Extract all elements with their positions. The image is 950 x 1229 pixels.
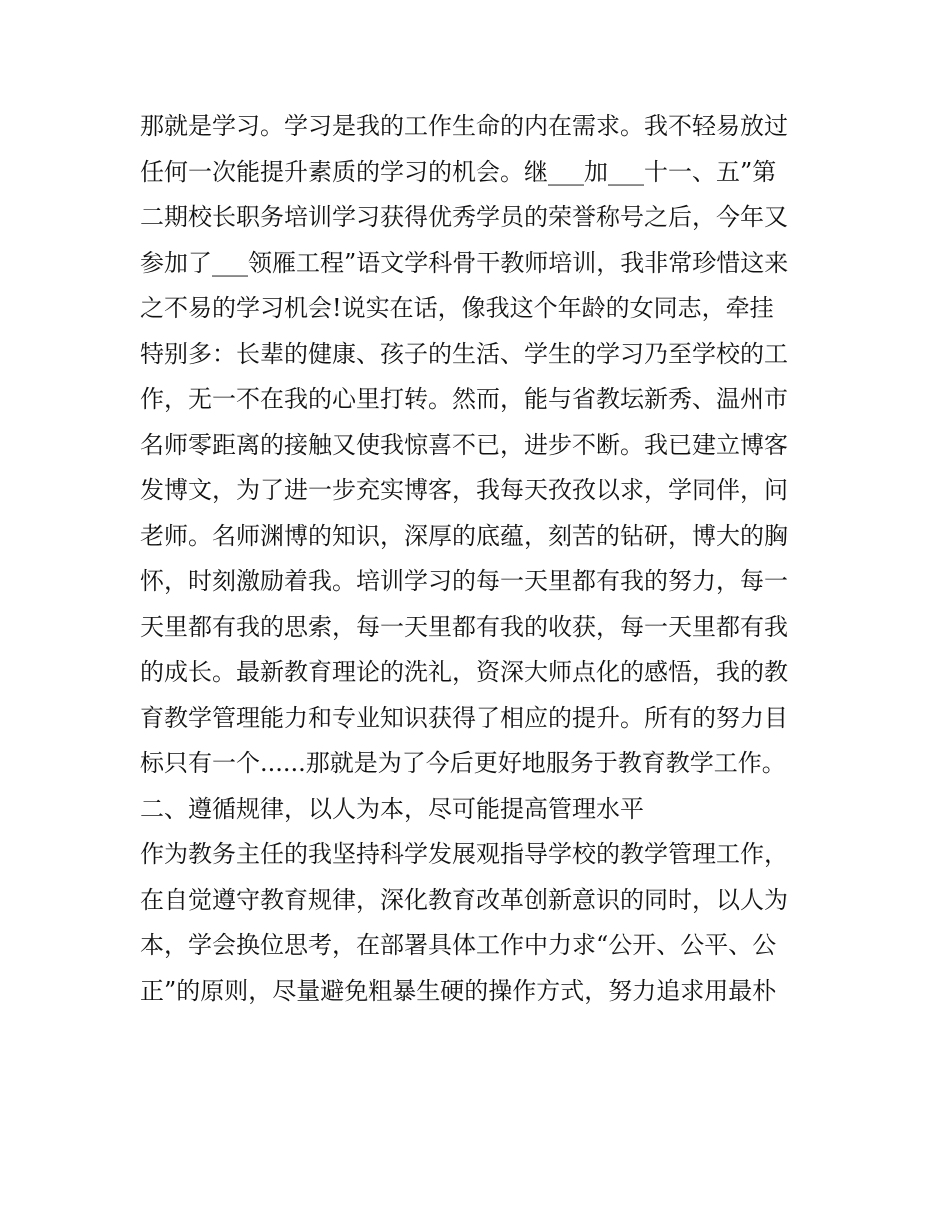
- text-line-1: 那就是学习。学习是我的工作生命的内在需求。我不轻易放过: [140, 112, 788, 140]
- text-line-7: 作，无一不在我的心里打转。然而，能与省教坛新秀、温州市: [140, 385, 788, 413]
- text-line-20: 正”的原则，尽量避免粗暴生硬的操作方式，努力追求用最朴: [140, 976, 777, 1005]
- text-line-19: 本，学会换位思考，在部署具体工作中力求“公开、公平、公: [140, 931, 777, 959]
- text-line-9: 发博文，为了进一步充实博客，我每天孜孜以求，学同伴，问: [140, 476, 788, 504]
- section-heading: 二、遵循规律，以人为本，尽可能提高管理水平: [140, 794, 644, 823]
- text-line-14: 育教学管理能力和专业知识获得了相应的提升。所有的努力目: [140, 703, 788, 732]
- text-line-11: 怀，时刻激励着我。培训学习的每一天里都有我的努力，每一: [140, 567, 788, 595]
- text-line-12: 天里都有我的思索，每一天里都有我的收获，每一天里都有我: [140, 612, 788, 641]
- text-line-3: 二期校长职务培训学习获得优秀学员的荣誉称号之后，今年又: [140, 203, 788, 231]
- text-line-4: 参加了___领雁工程”语文学科骨干教师培训，我非常珍惜这来: [140, 248, 789, 277]
- text-line-10: 老师。名师渊博的知识，深厚的底蕴，刻苦的钻研，博大的胸: [140, 521, 788, 550]
- text-line-18: 在自觉遵守教育规律，深化教育改革创新意识的同时，以人为: [140, 885, 788, 914]
- text-line-2: 任何一次能提升素质的学习的机会。继___加___十一、五”第: [140, 157, 777, 186]
- text-line-8: 名师零距离的接触又使我惊喜不已，进步不断。我已建立博客: [140, 430, 788, 459]
- text-line-13: 的成长。最新教育理论的洗礼，资深大师点化的感悟，我的教: [140, 658, 788, 686]
- text-line-5: 之不易的学习机会!说实在话，像我这个年龄的女同志，牵挂: [140, 294, 774, 322]
- text-line-17: 作为教务主任的我坚持科学发展观指导学校的教学管理工作，: [140, 840, 788, 868]
- text-line-6: 特别多：长辈的健康、孩子的生活、学生的学习乃至学校的工: [140, 339, 788, 368]
- text-line-15: 标只有一个......那就是为了今后更好地服务于教育教学工作。: [140, 749, 786, 777]
- body-text: [140, 104, 830, 1014]
